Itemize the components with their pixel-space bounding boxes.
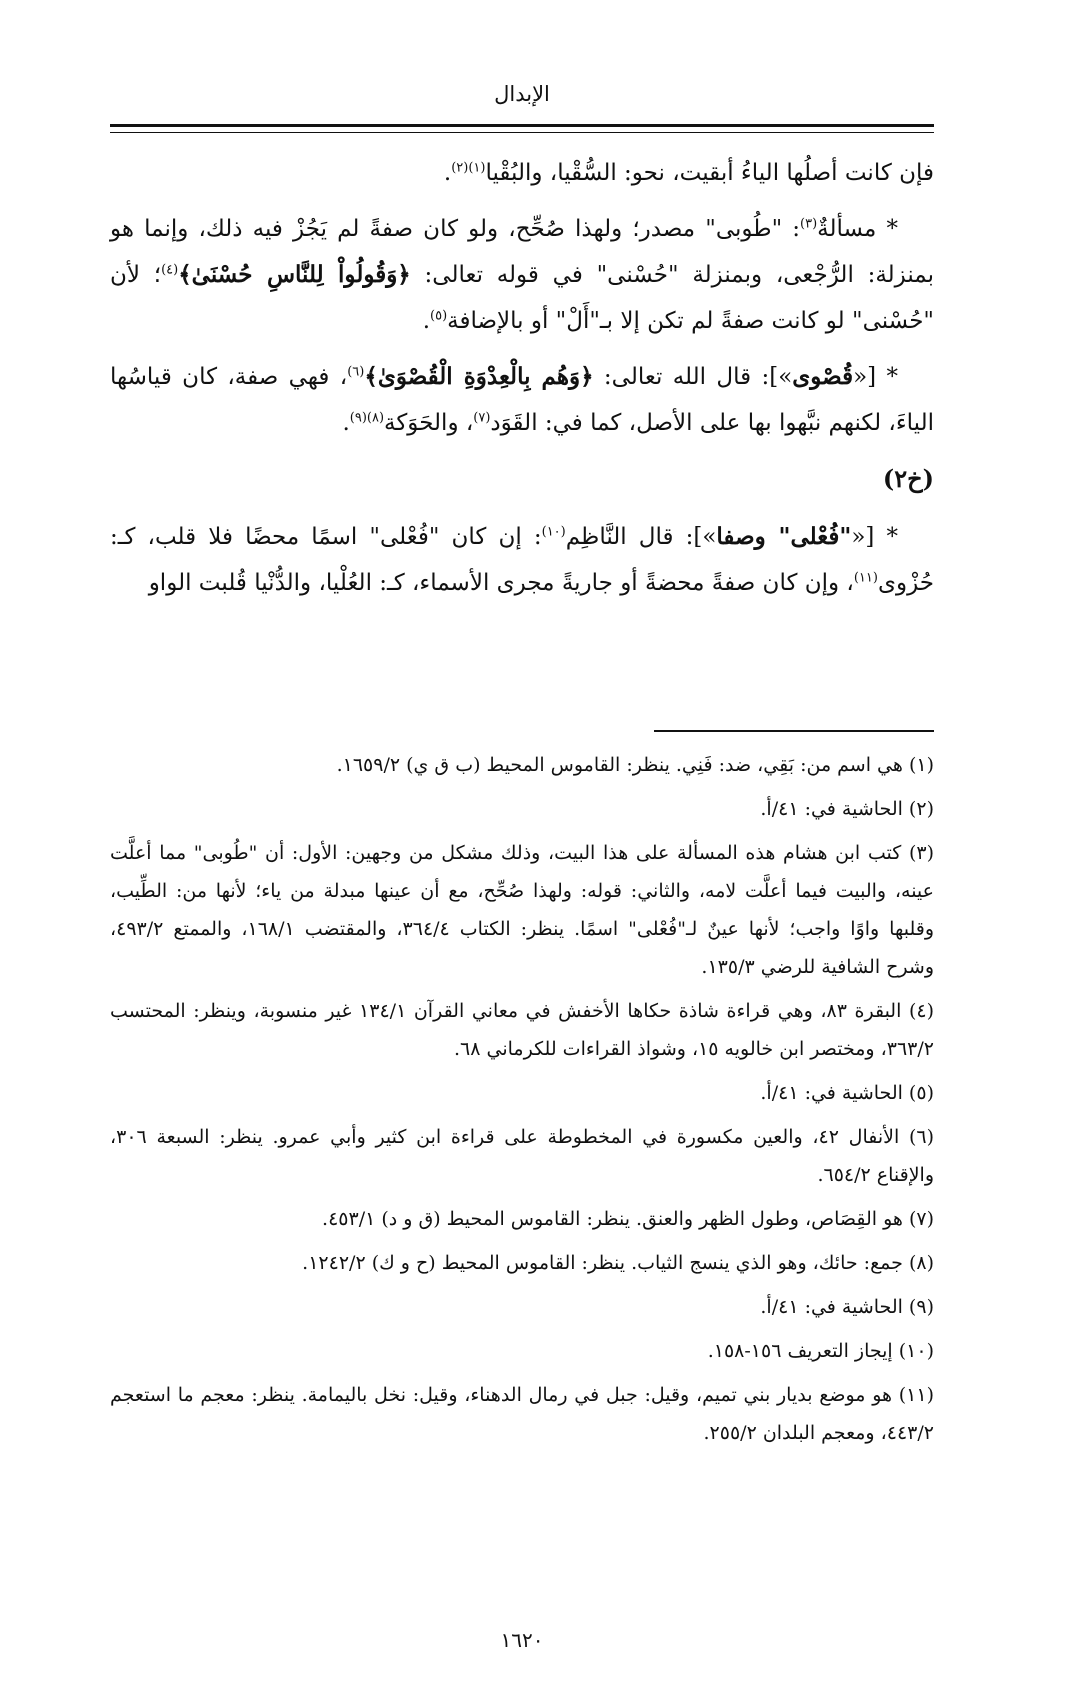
footnote-ref-11[interactable]: (١١) (853, 570, 878, 586)
footnote-ref-1-2[interactable]: (١)(٢) (451, 160, 486, 176)
footnote-ref-4[interactable]: (٤) (161, 262, 179, 278)
footnote-4: (٤) البقرة ٨٣، وهي قراءة شاذة حكاها الأخفش في معاني القرآن ١٣٤/١ غير منسوبة، وينظر: المحتسب ٣٦٣/٢، ومختصر ابن خالويه ١٥، وشواذ القراءات للكرماني ٦٨. (110, 1000, 934, 1060)
paragraph-3-end: . (342, 410, 350, 436)
paragraph-4-text-b: : إن كان "فُعْلى" اسمًا محضًا فلا قلب، كـ: حُزْوى (110, 524, 934, 596)
paragraph-1-text: فإن كانت أصلُها الياءُ أبقيت، نحو: السُّقْيا، والبُقْيا (485, 160, 934, 186)
footnote-11: (١١) هو موضع بديار بني تميم، وقيل: جبل في رمال الدهناء، وقيل: نخل باليمامة. ينظر: معجم ما استعجم ٤٤٣/٢، ومعجم البلدان ٢٥٥/٢. (110, 1384, 934, 1444)
footnote-separator (654, 730, 934, 732)
paragraph-1 (110, 150, 934, 196)
headword-fula-wasfan: "فُعْلى" وصفا (716, 523, 852, 550)
footnotes-list (110, 746, 934, 1458)
quran-verse-1: ﴿وَقُولُواْ لِلنَّاسِ حُسْنَىٰ﴾ (178, 261, 411, 288)
footnote-5: (٥) الحاشية في: ٤١/أ. (760, 1082, 934, 1104)
footnote-6: (٦) الأنفال ٤٢، والعين مكسورة في المخطوطة على قراءة ابن كثير وأبي عمرو. ينظر: السبعة ٣٠٦، والإقناع ٦٥٤/٢. (110, 1126, 934, 1186)
paragraph-2-text-b: ؛ لأن "حُسْنى" لو كانت صفةً لم تكن إلا بـ"أَلْ" أو بالإضافة (110, 262, 934, 334)
footnote-ref-10[interactable]: (١٠) (541, 524, 566, 540)
paragraph-2-text-a: : "طُوبى" مصدر؛ ولهذا صُحِّح، ولو كان صفةً لم يَجُزْ فيه ذلك، وإنما هو بمنزلة: الرُّجْعى، وبمنزلة "حُسْنى" في قوله تعالى: (110, 216, 934, 288)
footnote-ref-6[interactable]: (٦) (347, 364, 365, 380)
footnote-ref-7[interactable]: (٧) (473, 410, 491, 426)
paragraph-3-text-b: ، فهي صفة، كان قياسُها الياءَ، لكنهم نبَّهوا بها على الأصل، كما في: القَوَد (110, 364, 934, 436)
footnote-8: (٨) جمع: حائك، وهو الذي ينسج الثياب. ينظر: القاموس المحيط (ح و ك) ١٢٤٢/٢. (302, 1252, 934, 1274)
paragraph-2 (110, 206, 934, 344)
paragraph-3 (110, 354, 934, 446)
page-number: ١٦٢٠ (500, 1628, 544, 1652)
footnote-10: (١٠) إيجاز التعريف ١٥٦-١٥٨. (707, 1340, 934, 1362)
footnote-3: (٣) كتب ابن هشام هذه المسألة على هذا البيت، وذلك مشكل من وجهين: الأول: أن "طُوبى" مما أعلَّت عينه، والبيت فيما أعلَّت لامه، والثاني: قوله: ولهذا صُحِّح، مع أن عينها مبدلة من ياء؛ لأنها من: الطِّيب، وقلبها واوًا واجب؛ لأنها عينٌ لـ"فُعْلى" اسمًا. ينظر: الكتاب ٣٦٤/٤، والمقتضب ١٦٨/١، والممتع ٤٩٣/٢، وشرح الشافية للرضي ١٣٥/٣. (110, 842, 935, 978)
paragraph-2-end: . (422, 308, 430, 334)
paragraph-4 (110, 514, 934, 606)
paragraph-3-text-c: ، والحَوَكة (384, 410, 474, 436)
running-header: الإبدال (494, 82, 550, 106)
footnote-ref-3[interactable]: (٣) (800, 216, 818, 232)
paragraph-4-text-c: ، وإن كان صفةً محضةً أو جاريةً مجرى الأسماء، كـ: العُلْيا، والدُّنْيا قُلبت الواو (148, 570, 854, 596)
paragraph-4-lead: * [« (851, 524, 898, 550)
paragraph-2-lead: * مسألةٌ (817, 216, 898, 242)
section-mark: (خ٢) (882, 464, 934, 493)
paragraph-3-text-a: »]: قال الله تعالى: (593, 364, 793, 390)
main-text (110, 150, 934, 616)
footnote-ref-8-9[interactable]: (٨)(٩) (349, 410, 385, 426)
paragraph-3-lead: * [« (853, 364, 898, 390)
quran-verse-2: ﴿وَهُم بِالْعِدْوَةِ الْقُصْوَىٰ﴾ (364, 363, 594, 390)
footnote-2: (٢) الحاشية في: ٤١/أ. (760, 798, 934, 820)
footnote-7: (٧) هو القِصَاص، وطول الظهر والعنق. ينظر: القاموس المحيط (ق و د) ٤٥٣/١. (322, 1208, 934, 1230)
paragraph-4-text-a: »]: قال النَّاظِم (565, 524, 717, 550)
footnote-9: (٩) الحاشية في: ٤١/أ. (760, 1296, 934, 1318)
paragraph-1-end: . (443, 160, 452, 186)
footnote-1: (١) هي اسم من: بَقِي، ضد: فَنِي. ينظر: القاموس المحيط (ب ق ي) ١٦٥٩/٢. (336, 754, 934, 776)
book-page (110, 0, 934, 1698)
header-rule-thin (110, 132, 934, 133)
headword-qusswa: قُصْوى (792, 363, 854, 390)
footnote-ref-5[interactable]: (٥) (430, 308, 448, 324)
header-rule-thick (110, 124, 934, 127)
